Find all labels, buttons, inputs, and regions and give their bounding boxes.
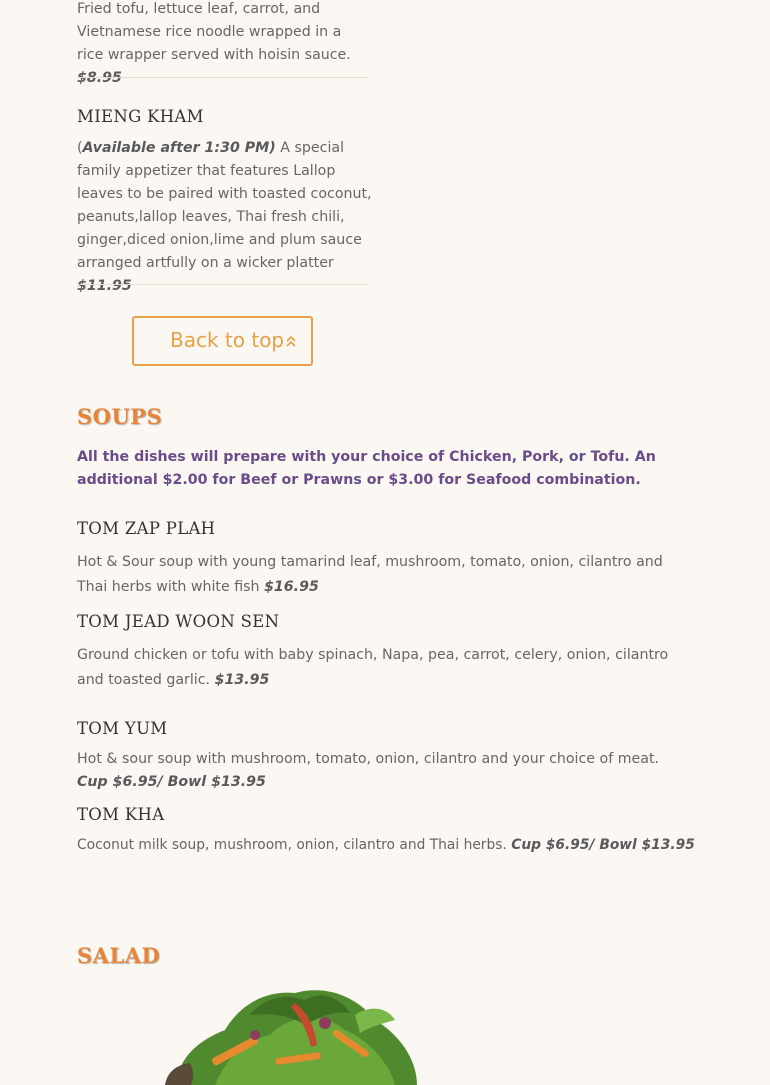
menu-item-name: MIENG KHAM [77, 107, 204, 126]
menu-item-name: TOM KHA [77, 805, 165, 824]
menu-item-price: $8.95 [77, 70, 122, 86]
menu-item-price: $13.95 [214, 672, 270, 688]
menu-item-price: $16.95 [264, 579, 319, 595]
menu-item-description: Fried tofu, lettuce leaf, carrot, and Vietnamese rice noodle wrapped in a rice wrapper served with hoisin sauce. $8.95 [77, 1, 351, 86]
section-title-salad: SALAD [77, 943, 161, 968]
menu-item-price: $11.95 [77, 278, 132, 294]
back-to-top-label: Back to top [170, 328, 285, 352]
availability-note: Available after 1:30 PM) [82, 140, 276, 156]
menu-item-description: Ground chicken or tofu with baby spinach, Napa, pea, carrot, celery, onion, cilantro and toasted garlic. $13.95 [77, 647, 669, 688]
menu-item-price: Cup $6.95/ Bowl $13.95 [511, 837, 695, 853]
item-divider [77, 77, 368, 78]
salad-photo [155, 985, 425, 1085]
menu-item-price: Cup $6.95/ Bowl $13.95 [77, 774, 266, 790]
menu-item-description: (Available after 1:30 PM) A special family appetizer that features Lallop leaves to be paired with toasted coconut, peanuts,lallop leaves, Thai fresh chili, ginger,diced onion,lime and plum sauce arranged artfully on a wicker platter $11.95 [77, 140, 372, 294]
item-divider [77, 284, 368, 285]
soups-notice: All the dishes will prepare with your choice of Chicken, Pork, or Tofu. An additional $2.00 for Beef or Prawns or $3.00 for Seafood combination. [77, 449, 656, 488]
menu-item-name: TOM JEAD WOON SEN [77, 612, 280, 631]
menu-item-name: TOM ZAP PLAH [77, 519, 216, 538]
menu-item-description: Hot & Sour soup with young tamarind leaf, mushroom, tomato, onion, cilantro and Thai herbs with white fish $16.95 [77, 554, 663, 595]
section-title-soups: SOUPS [77, 404, 163, 429]
menu-item-description: Hot & sour soup with mushroom, tomato, onion, cilantro and your choice of meat. Cup $6.95/ Bowl $13.95 [77, 751, 660, 790]
double-chevron-up-icon [285, 334, 297, 348]
back-to-top-button[interactable] [132, 316, 313, 366]
menu-item-name: TOM YUM [77, 719, 168, 738]
menu-item-description: Coconut milk soup, mushroom, onion, cilantro and Thai herbs. Cup $6.95/ Bowl $13.95 [77, 837, 695, 853]
